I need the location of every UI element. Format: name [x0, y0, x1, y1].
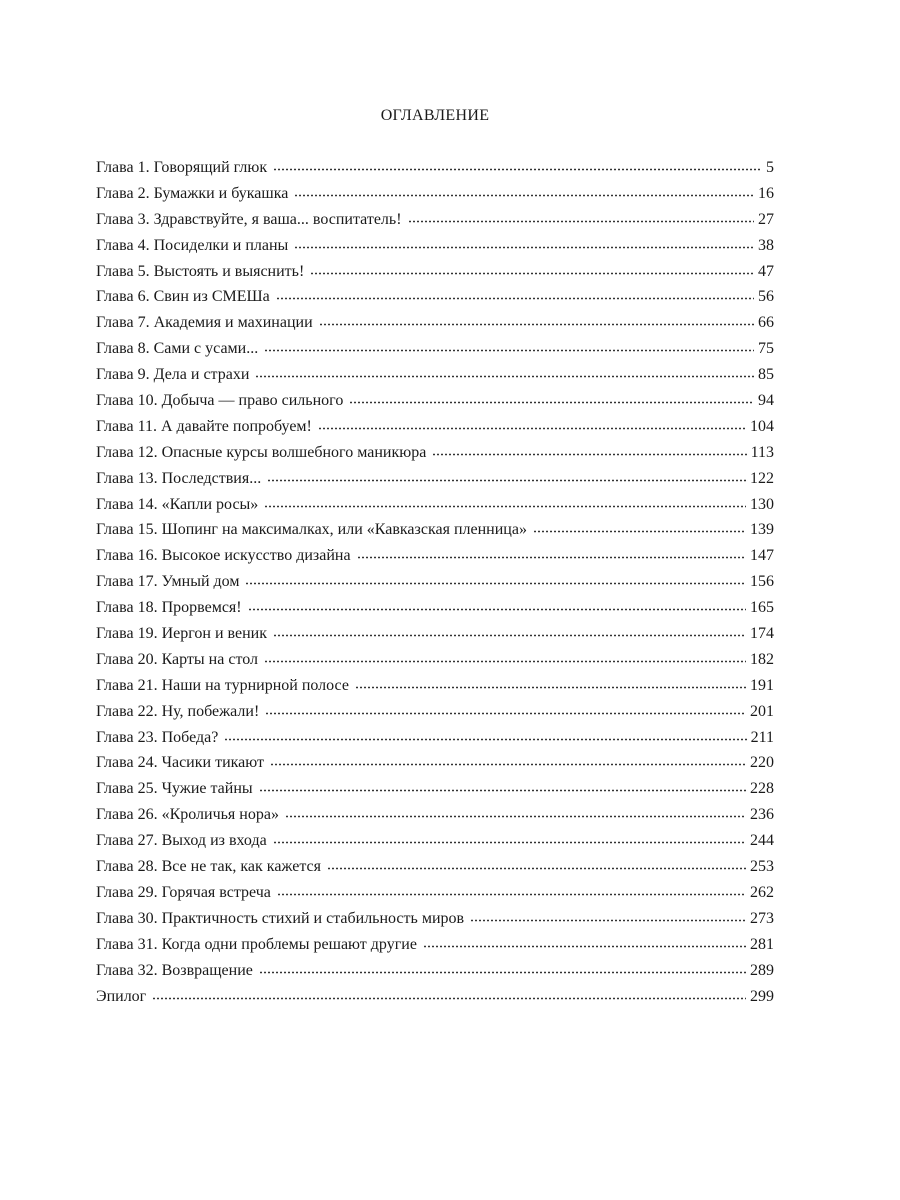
toc-entry-page-number: 5 [766, 159, 774, 176]
toc-entry [96, 570, 774, 596]
toc-entry [96, 907, 774, 933]
toc-entry-page-number: 201 [750, 702, 774, 720]
toc-entry-label: Эпилог [96, 987, 147, 1005]
toc-entry-page-number: 262 [750, 883, 774, 901]
dot-leader [310, 260, 754, 276]
toc-entry-page-number: 289 [750, 961, 774, 979]
toc-entry-page-number: 75 [758, 340, 774, 358]
toc-entry-label: Глава 7. Академия и махинации [96, 314, 313, 332]
toc-entry-page-number: 281 [750, 935, 774, 953]
dot-leader [259, 959, 746, 975]
toc-entry [96, 777, 774, 803]
toc-entry-page-number: 228 [750, 780, 774, 798]
toc-entry-label: Глава 26. «Кроличья нора» [96, 806, 279, 824]
toc-entry-label: Глава 13. Последствия... [96, 469, 262, 487]
dot-leader [224, 726, 746, 742]
toc-entry-page-number: 182 [750, 650, 774, 668]
dot-leader [255, 363, 754, 379]
toc-title: ОГЛАВЛЕНИЕ [380, 107, 490, 124]
dot-leader [264, 493, 746, 509]
toc-entry-label: Глава 9. Дела и страхи [96, 366, 250, 384]
dot-leader [273, 156, 762, 172]
toc-entry-label: Глава 21. Наши на турнирной полосе [96, 676, 349, 694]
toc-entry [96, 156, 774, 182]
dot-leader [270, 751, 746, 767]
toc-entry [96, 855, 774, 881]
dot-leader [265, 700, 746, 716]
dot-leader [294, 234, 754, 250]
toc-entry-page-number: 174 [750, 625, 774, 643]
toc-entry-page-number: 220 [750, 754, 774, 772]
toc-entry-label: Глава 11. А давайте попробуем! [96, 417, 312, 435]
toc-entry-page-number: 66 [758, 314, 774, 332]
toc-entry-page-number: 139 [750, 521, 774, 539]
toc-entry-page-number: 85 [758, 366, 774, 384]
toc-entry-label: Глава 1. Говорящий глюк [96, 159, 268, 176]
toc-entry-page-number: 94 [758, 392, 774, 410]
dot-leader [248, 596, 746, 612]
toc-entry [96, 751, 774, 777]
toc-entry-page-number: 27 [758, 210, 774, 228]
toc-entry [96, 933, 774, 959]
toc-entry [96, 285, 774, 311]
toc-list [96, 156, 774, 1010]
dot-leader [264, 648, 746, 664]
toc-entry-page-number: 130 [750, 495, 774, 513]
toc-entry [96, 311, 774, 337]
dot-leader [245, 570, 746, 586]
toc-entry-label: Глава 31. Когда одни проблемы решают другие [96, 935, 417, 953]
toc-entry-page-number: 16 [758, 184, 774, 202]
dot-leader [355, 674, 746, 690]
toc-entry-label: Глава 10. Добыча — право сильного [96, 392, 344, 410]
toc-entry [96, 674, 774, 700]
toc-entry-label: Глава 4. Посиделки и планы [96, 236, 289, 254]
toc-entry [96, 803, 774, 829]
toc-entry-label: Глава 28. Все не так, как кажется [96, 858, 322, 876]
dot-leader [285, 803, 746, 819]
toc-entry-label: Глава 17. Умный дом [96, 573, 240, 591]
toc-entry-page-number: 236 [750, 806, 774, 824]
toc-entry [96, 467, 774, 493]
toc-entry [96, 518, 774, 544]
toc-entry [96, 648, 774, 674]
toc-entry [96, 208, 774, 234]
toc-entry-label: Глава 5. Выстоять и выяснить! [96, 262, 305, 280]
toc-entry [96, 441, 774, 467]
toc-entry [96, 415, 774, 441]
dot-leader [327, 855, 746, 871]
toc-entry-page-number: 211 [750, 728, 774, 746]
toc-entry-label: Глава 30. Практичность стихий и стабильность миров [96, 909, 465, 927]
toc-entry-page-number: 113 [750, 443, 774, 461]
toc-entry-page-number: 104 [750, 417, 774, 435]
toc-entry-label: Глава 29. Горячая встреча [96, 883, 271, 901]
toc-entry [96, 363, 774, 389]
toc-entry-label: Глава 14. «Капли росы» [96, 495, 259, 513]
dot-leader [152, 985, 746, 1001]
dot-leader [294, 182, 754, 198]
dot-leader [408, 208, 754, 224]
toc-entry-page-number: 191 [750, 676, 774, 694]
toc-entry-label: Глава 6. Свин из СМЕШа [96, 288, 270, 306]
toc-entry [96, 544, 774, 570]
dot-leader [259, 777, 746, 793]
toc-entry-page-number: 253 [750, 858, 774, 876]
dot-leader [267, 467, 746, 483]
dot-leader [318, 415, 746, 431]
toc-entry-label: Глава 32. Возвращение [96, 961, 253, 979]
toc-entry-label: Глава 23. Победа? [96, 728, 219, 746]
dot-leader [276, 285, 754, 301]
toc-entry-label: Глава 18. Прорвемся! [96, 599, 242, 617]
toc-entry-page-number: 273 [750, 909, 774, 927]
toc-entry-label: Глава 3. Здравствуйте, я ваша... воспитатель! [96, 210, 402, 228]
toc-entry [96, 596, 774, 622]
toc-entry [96, 389, 774, 415]
toc-entry [96, 726, 774, 752]
dot-leader [319, 311, 754, 327]
dot-leader [432, 441, 746, 457]
toc-entry-page-number: 156 [750, 573, 774, 591]
toc-entry-page-number: 47 [758, 262, 774, 280]
toc-entry-page-number: 122 [750, 469, 774, 487]
toc-entry-label: Глава 2. Бумажки и букашка [96, 184, 289, 202]
toc-entry-label: Глава 22. Ну, побежали! [96, 702, 260, 720]
toc-entry-label: Глава 12. Опасные курсы волшебного маникюра [96, 443, 427, 461]
dot-leader [273, 622, 746, 638]
dot-leader [349, 389, 754, 405]
toc-entry-label: Глава 8. Сами с усами... [96, 340, 259, 358]
toc-entry [96, 881, 774, 907]
toc-entry [96, 829, 774, 855]
toc-entry [96, 260, 774, 286]
toc-entry-page-number: 244 [750, 832, 774, 850]
dot-leader [277, 881, 746, 897]
dot-leader [423, 933, 746, 949]
toc-entry-page-number: 165 [750, 599, 774, 617]
toc-entry-label: Глава 24. Часики тикают [96, 754, 264, 772]
toc-entry [96, 985, 774, 1011]
toc-entry [96, 959, 774, 985]
toc-entry [96, 182, 774, 208]
toc-entry [96, 493, 774, 519]
toc-entry-label: Глава 20. Карты на стол [96, 650, 258, 668]
toc-entry-page-number: 38 [758, 236, 774, 254]
toc-entry [96, 622, 774, 648]
toc-entry-label: Глава 25. Чужие тайны [96, 780, 253, 798]
toc-entry-page-number: 147 [750, 547, 774, 565]
toc-entry-page-number: 299 [750, 987, 774, 1005]
toc-entry [96, 700, 774, 726]
dot-leader [273, 829, 746, 845]
toc-entry-label: Глава 27. Выход из входа [96, 832, 267, 850]
dot-leader [357, 544, 746, 560]
dot-leader [470, 907, 746, 923]
toc-entry-label: Глава 16. Высокое искусство дизайна [96, 547, 351, 565]
toc-entry [96, 234, 774, 260]
toc-entry [96, 337, 774, 363]
toc-entry-page-number: 56 [758, 288, 774, 306]
toc-entry-label: Глава 15. Шопинг на максималках, или «Кавказская пленница» [96, 521, 527, 539]
dot-leader [264, 337, 754, 353]
toc-entry-label: Глава 19. Иергон и веник [96, 625, 267, 643]
dot-leader [533, 518, 746, 534]
